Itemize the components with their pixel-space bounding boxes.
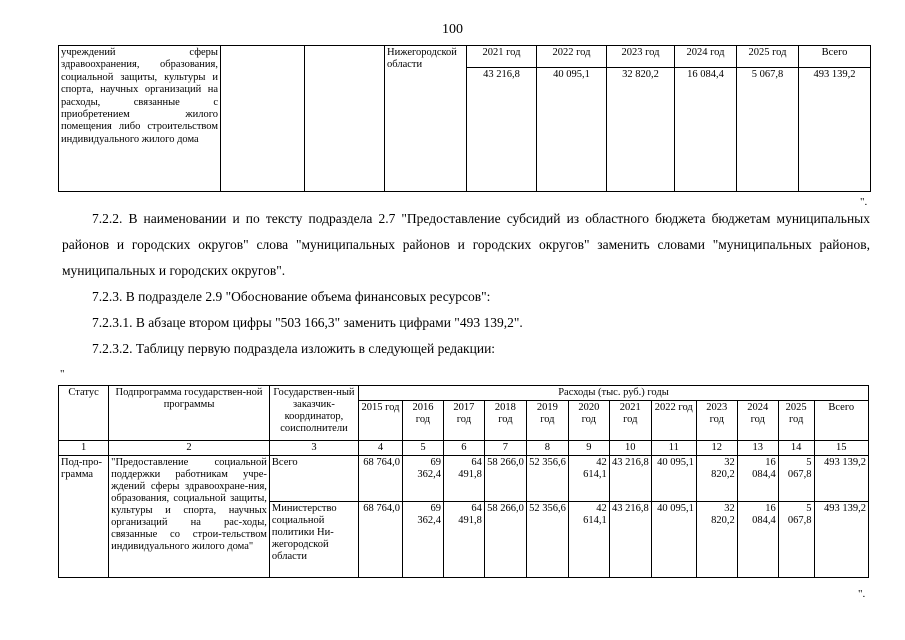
col-number: 10: [609, 441, 651, 456]
row-value: 43 216,8: [609, 502, 651, 578]
header-year: 2018 год: [484, 401, 526, 441]
header-year: 2016 год: [403, 401, 444, 441]
row-value: 32 820,2: [696, 502, 737, 578]
top-table-year: 2024 год: [675, 46, 737, 68]
top-table: [58, 45, 871, 192]
row-status: Под-про-грамма: [59, 456, 109, 578]
row-value: 40 095,1: [651, 456, 696, 502]
col-number: 2: [109, 441, 270, 456]
header-year: 2024 год: [737, 401, 778, 441]
header-year: 2025 год: [778, 401, 814, 441]
col-number: 13: [737, 441, 778, 456]
col-number: 5: [403, 441, 444, 456]
top-table-value: 16 084,4: [675, 68, 737, 192]
col-number: 1: [59, 441, 109, 456]
col-number: 6: [443, 441, 484, 456]
open-quote: ": [60, 368, 65, 380]
row-value: 69 362,4: [403, 502, 444, 578]
row-subprogram-name: "Предоставление социальной поддержки работникам учре-ждений сферы здравоохране-ния, образования, социальной защиты, культуры и спорта, научных организаций на рас-ходы, связанные со строи-тельством индивидуального жилого дома": [109, 456, 270, 578]
col-number: 9: [568, 441, 609, 456]
row-value: 32 820,2: [696, 456, 737, 502]
header-year: 2020 год: [568, 401, 609, 441]
col-number: 15: [814, 441, 868, 456]
paragraph: 7.2.3.2. Таблицу первую подраздела изложить в следующей редакции:: [92, 341, 496, 356]
close-quote: ".: [858, 588, 866, 600]
header-year: 2015 год: [358, 401, 402, 441]
paragraph: 7.2.3.1. В абзаце втором цифры "503 166,3" заменить цифрами "493 139,2".: [92, 315, 523, 330]
top-table-year: 2023 год: [607, 46, 675, 68]
col-number: 11: [651, 441, 696, 456]
col-number: 8: [526, 441, 568, 456]
row-value: 64 491,8: [443, 456, 484, 502]
header-year: 2021 год: [609, 401, 651, 441]
top-table-year: 2025 год: [737, 46, 799, 68]
row-value: 16 084,4: [737, 502, 778, 578]
top-table-value: 5 067,8: [737, 68, 799, 192]
top-table-empty-cell: [305, 46, 385, 192]
row-value: 42 614,1: [568, 502, 609, 578]
top-table-value: 32 820,2: [607, 68, 675, 192]
col-number: 4: [358, 441, 402, 456]
col-number: 12: [696, 441, 737, 456]
col-number: 7: [484, 441, 526, 456]
header-status: Статус: [59, 386, 109, 441]
row-customer: Министерство социальной политики Ни-жегородской области: [269, 502, 358, 578]
row-value: 52 356,6: [526, 456, 568, 502]
body-text: [62, 206, 870, 362]
row-value: 40 095,1: [651, 502, 696, 578]
top-table-value: 40 095,1: [537, 68, 607, 192]
header-expenses: Расходы (тыс. руб.) годы: [358, 386, 868, 401]
paragraph: 7.2.2. В наименовании и по тексту подраздела 2.7 "Предоставление субсидий из областного бюджета бюджетам муниципальных районов и городских округов" слова "муниципальных районов и городских округов" заменить словами "муниципальных районов, муниципальных и городских округов".: [62, 211, 870, 278]
row-value: 16 084,4: [737, 456, 778, 502]
top-table-year: 2022 год: [537, 46, 607, 68]
row-value: 58 266,0: [484, 456, 526, 502]
row-value: 69 362,4: [403, 456, 444, 502]
row-value: 58 266,0: [484, 502, 526, 578]
top-table-description: учреждений сферы здравоохранения, образования, социальной защиты, культуры и спорта, научных организаций на расходы, связанные с приобретением жилого помещения либо строительством индивидуального жилого дома: [59, 46, 221, 192]
row-value: 5 067,8: [778, 456, 814, 502]
row-value: 64 491,8: [443, 502, 484, 578]
row-value: 68 764,0: [358, 456, 402, 502]
row-value: 42 614,1: [568, 456, 609, 502]
top-table-empty-cell: [221, 46, 305, 192]
row-customer: Всего: [269, 456, 358, 502]
close-quote: ".: [860, 196, 868, 208]
top-table-year: Всего: [799, 46, 871, 68]
row-value: 43 216,8: [609, 456, 651, 502]
top-table-value: 43 216,8: [467, 68, 537, 192]
row-value: 493 139,2: [814, 502, 868, 578]
row-value: 52 356,6: [526, 502, 568, 578]
header-year: 2017 год: [443, 401, 484, 441]
row-value: 5 067,8: [778, 502, 814, 578]
top-table-year: 2021 год: [467, 46, 537, 68]
top-table-region: Нижегородской области: [385, 46, 467, 192]
header-year: Всего: [814, 401, 868, 441]
row-value: 68 764,0: [358, 502, 402, 578]
header-year: 2023 год: [696, 401, 737, 441]
col-number: 3: [269, 441, 358, 456]
paragraph: 7.2.3. В подразделе 2.9 "Обоснование объема финансовых ресурсов":: [92, 289, 491, 304]
header-subprogram: Подпрограмма государствен-ной программы: [109, 386, 270, 441]
header-customer: Государствен-ный заказчик-координатор, соисполнители: [269, 386, 358, 441]
top-table-value: 493 139,2: [799, 68, 871, 192]
col-number: 14: [778, 441, 814, 456]
page-number: 100: [442, 22, 463, 37]
row-value: 493 139,2: [814, 456, 868, 502]
header-year: 2022 год: [651, 401, 696, 441]
main-table: [58, 385, 869, 578]
header-year: 2019 год: [526, 401, 568, 441]
